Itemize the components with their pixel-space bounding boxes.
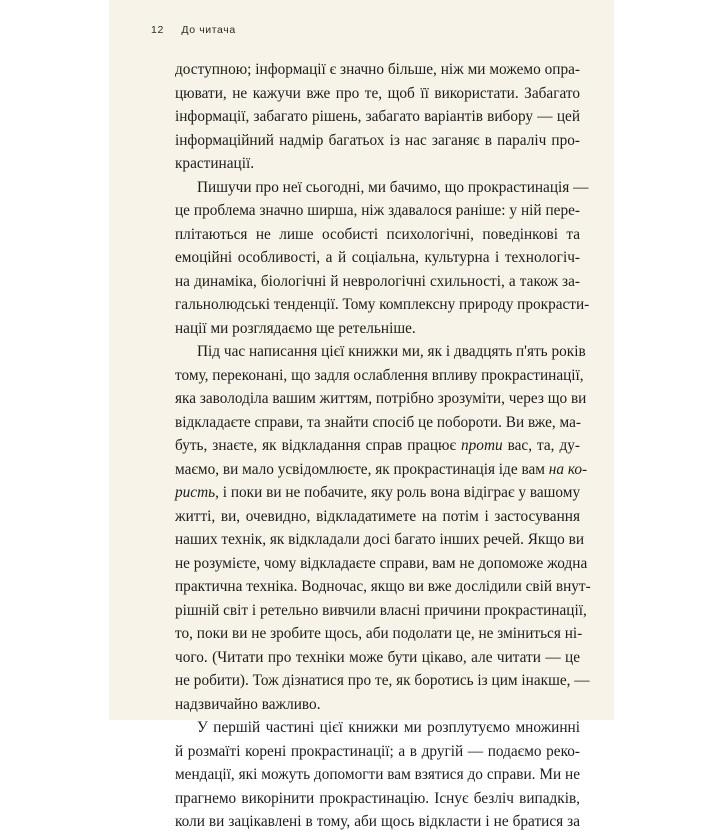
paragraph bbox=[175, 176, 590, 341]
text-line: маємо, ви мало усвідомлюєте, як прокрастинація іде вам на ко- bbox=[175, 460, 588, 478]
text-line: буть, знаєте, як відкладання справ працює проти вас, та, ду- bbox=[175, 437, 580, 454]
text-line: практична техніка. Водночас, якщо ви вже дослідили свій внут- bbox=[175, 578, 591, 595]
text-line: Пишучи про неї сьогодні, ми бачимо, що прокрастинація — bbox=[197, 178, 589, 196]
section-title: До читача bbox=[181, 24, 236, 36]
text-line: коли ви зацікавлені в тому, аби щось відкласти і не братися за bbox=[175, 813, 580, 830]
text-line: на динаміка, біологічні й неврологічні схильності, а також за- bbox=[175, 272, 580, 290]
text-line: надзвичайно важливо. bbox=[175, 695, 321, 713]
text-line: ристь, і поки ви не побачите, яку роль вона відіграє у вашому bbox=[175, 484, 581, 501]
text-line: яка заволоділа вашим життям, потрібно зрозуміти, через що ви bbox=[175, 390, 587, 407]
text-line: У першій частині цієї книжки ми розплутуємо множинні bbox=[197, 719, 580, 736]
text-line: інформації, забагато рішень, забагато варіантів вибору — цей bbox=[175, 108, 580, 125]
text-line: мендації, які можуть допомогти вам взятися до справи. Ми не bbox=[175, 766, 580, 783]
text-line: наших технік, як відкладали досі багато інших речей. Якщо ви bbox=[175, 531, 585, 548]
book-page bbox=[109, 0, 614, 830]
text-line: й розмаїті корені прокрастинації; а в другій — подаємо реко- bbox=[175, 742, 580, 760]
text-line: прагнемо викорінити прокрастинацію. Існує безліч випадків, bbox=[175, 789, 580, 807]
paragraph bbox=[175, 58, 580, 176]
text-line: чого. (Читати про техніки може бути цікаво, але читати — це bbox=[175, 648, 580, 666]
paragraph bbox=[175, 716, 580, 834]
paragraph bbox=[175, 340, 591, 716]
text-line: нації ми розглядаємо ще ретельніше. bbox=[175, 319, 416, 337]
text-line: емоційні особливості, а й соціальна, культурна і технологіч- bbox=[175, 249, 580, 266]
text-line: житті, ви, очевидно, відкладатимете на потім і застосування bbox=[175, 507, 580, 525]
text-line: тому, переконані, що задля ослаблення впливу прокрастинації, bbox=[175, 366, 584, 384]
running-head bbox=[151, 24, 236, 36]
text-line: цювати, не кажучи вже про те, щоб її використати. Забагато bbox=[175, 84, 580, 102]
text-line: Під час написання цієї книжки ми, як і двадцять п'ять років bbox=[197, 343, 586, 360]
text-line: не розумієте, чому відкладаєте справи, вам не допоможе жодна bbox=[175, 554, 588, 572]
body-text bbox=[175, 58, 591, 834]
text-line: гальнолюдські тенденції. Тому комплексну природу прокрасти- bbox=[175, 296, 590, 313]
text-line: доступною; інформації є значно більше, ніж ми можемо опра- bbox=[175, 61, 580, 78]
text-line: плітаються не лише особисті психологічні, поведінкові та bbox=[175, 225, 580, 243]
page-number: 12 bbox=[151, 24, 164, 36]
text-line: не робити). Тож дізнатися про те, як боротись із цим інакше, — bbox=[175, 672, 590, 689]
text-line: відкладаєте справи, та знайти спосіб це побороти. Ви вже, ма- bbox=[175, 413, 581, 431]
text-line: то, поки ви не зробите щось, аби подолати це, не зміниться ні- bbox=[175, 625, 583, 642]
text-line: крастинації. bbox=[175, 155, 255, 172]
text-line: рішній світ і ретельно вивчили власні причини прокрастинації, bbox=[175, 601, 587, 619]
text-line: інформаційний надмір багатьох із нас заганяє в параліч про- bbox=[175, 131, 580, 149]
text-line: це проблема значно ширша, ніж здавалося раніше: у ній пере- bbox=[175, 202, 580, 219]
